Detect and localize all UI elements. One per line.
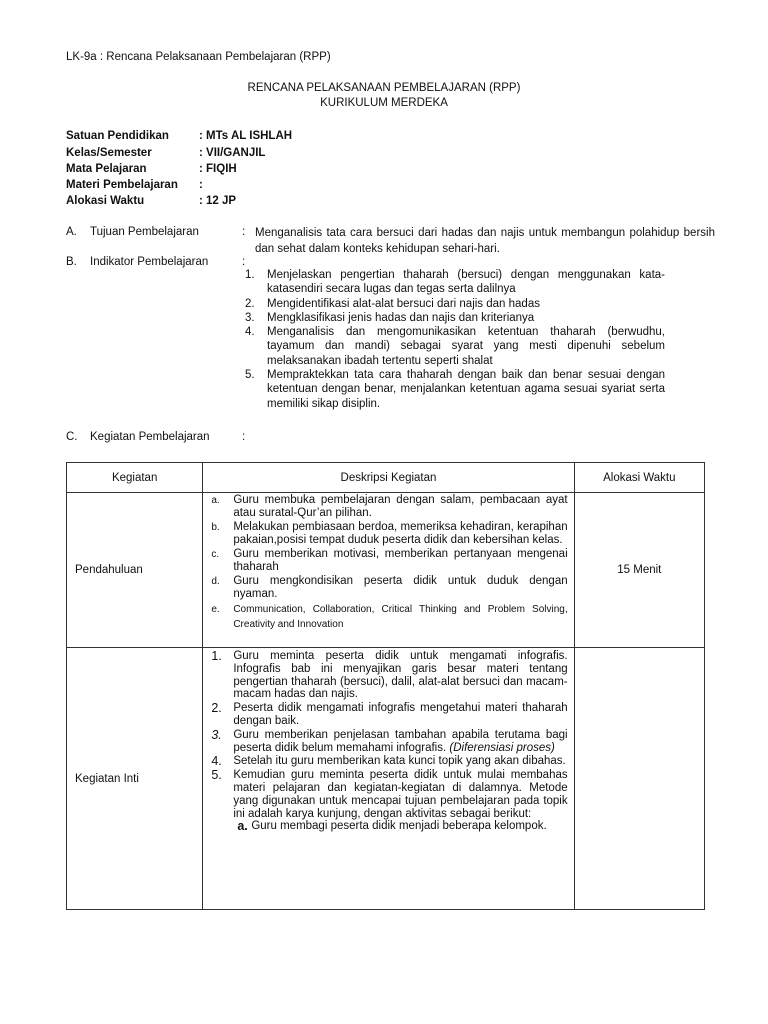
activity-name: Pendahuluan	[67, 493, 203, 648]
section-colon: :	[242, 431, 246, 443]
list-item: 3. Guru memberikan penjelasan tambahan apabila terutama bagi peserta didik belum memahami infografis. (Diferensiasi proses)	[211, 727, 568, 754]
section-name: Tujuan Pembelajaran	[90, 226, 199, 238]
section-b-heading	[66, 256, 245, 268]
indicator-item: 3. Mengklasifikasi jenis hadas dan najis dan kriterianya	[245, 311, 535, 324]
section-c-heading	[66, 431, 245, 443]
table-header-row	[67, 463, 705, 493]
section-name: Kegiatan Pembelajaran	[90, 431, 210, 443]
activity-description	[203, 493, 574, 648]
section-colon: :	[242, 226, 246, 238]
activity-table	[66, 462, 705, 910]
indicator-item: 4. Menganalisis dan mengomunikasikan ketentuan thaharah (berwudhu, tayamum dan mandi) sebagai syarat yang mesti dipenuhi sebelum melaksanakan ibadah tertentu seperti shalat	[245, 326, 665, 367]
document-label: LK-9a : Rencana Pelaksanaan Pembelajaran (RPP)	[66, 51, 331, 63]
identity-label: Kelas/Semester	[66, 147, 152, 159]
list-item: c. Guru memberikan motivasi, memberikan pertanyaan mengenai thaharah	[211, 548, 568, 573]
indicator-item: 2. Mengidentifikasi alat-alat bersuci dari najis dan hadas	[245, 297, 540, 310]
table-row	[67, 493, 705, 648]
identity-value: : VII/GANJIL	[199, 147, 266, 159]
document-title: RENCANA PELAKSANAAN PEMBELAJARAN (RPP)	[247, 82, 521, 94]
identity-label: Alokasi Waktu	[66, 195, 145, 207]
section-letter: A.	[66, 226, 77, 238]
activity-name: Kegiatan Inti	[67, 648, 203, 910]
indicator-item: 1. Menjelaskan pengertian thaharah (bersuci) dengan menggunakan kata-katasendiri secara lugas dan tegas serta dalilnya	[245, 269, 665, 296]
section-colon: :	[242, 256, 246, 268]
indicator-list	[245, 268, 665, 411]
list-item: 2. Peserta didik mengamati infografis mengetahui materi thaharah dengan baik.	[211, 701, 568, 727]
list-item: 5. Kemudian guru meminta peserta didik untuk mulai membahas materi pelajaran dan kegiatan-kegiatan di dalamnya. Metode yang digunakan untuk mencapai tujuan pembelajaran pada topik ini adalah karya kunjung, dengan aktivitas sebagai berikut: a. Guru membagi peserta didik menjadi beberapa kelompok.	[211, 768, 568, 834]
identity-row	[66, 147, 265, 159]
identity-row	[66, 163, 237, 175]
indicator-item: 5. Mempraktekkan tata cara thaharah dengan baik dan benar sesuai dengan ketentuan dengan benar, menjalankan ketentuan agama sesuai syariat serta memiliki sikap disiplin.	[245, 369, 665, 410]
section-a-heading	[66, 226, 245, 238]
identity-value: :	[199, 179, 203, 191]
identity-row	[66, 130, 292, 142]
identity-label: Mata Pelajaran	[66, 163, 147, 175]
identity-row	[66, 179, 203, 191]
identity-row	[66, 195, 236, 207]
identity-value: : MTs AL ISHLAH	[199, 130, 293, 142]
list-item: d. Guru mengkondisikan peserta didik untuk duduk dengan nyaman.	[211, 575, 568, 600]
sub-list-item: a. Guru membagi peserta didik menjadi beberapa kelompok.	[237, 819, 547, 834]
identity-value: : 12 JP	[199, 195, 237, 207]
activity-time: 15 Menit	[574, 493, 704, 648]
document-subtitle: KURIKULUM MERDEKA	[320, 97, 448, 109]
list-item: 4. Setelah itu guru memberikan kata kunci topik yang akan dibahas.	[211, 754, 566, 769]
identity-value: : FIQIH	[199, 163, 237, 175]
activity-description	[203, 648, 574, 910]
section-letter: B.	[66, 256, 77, 268]
list-item: e. Communication, Collaboration, Critical Thinking and Problem Solving, Creativity and Innovation	[211, 604, 568, 630]
header-deskripsi: Deskripsi Kegiatan	[203, 463, 574, 493]
list-item: a. Guru membuka pembelajaran dengan salam, pembacaan ayat atau suratal-Qur’an pilihan.	[211, 494, 568, 519]
identity-label: Materi Pembelajaran	[66, 179, 178, 191]
header-alokasi: Alokasi Waktu	[574, 463, 704, 493]
table-row	[67, 648, 705, 910]
learning-goal-text: Menganalisis tata cara bersuci dari hadas dan najis untuk membangun polahidup bersih dan sehat dalam konteks kehidupan sehari-hari.	[255, 227, 715, 255]
identity-label: Satuan Pendidikan	[66, 130, 169, 142]
section-letter: C.	[66, 431, 78, 443]
header-kegiatan: Kegiatan	[67, 463, 203, 493]
section-name: Indikator Pembelajaran	[90, 256, 209, 268]
activity-time	[574, 648, 704, 910]
list-item: b. Melakukan pembiasaan berdoa, memeriksa kehadiran, kerapihan pakaian,posisi tempat duduk peserta didik dan kebersihan kelas.	[211, 521, 568, 546]
list-item: 1. Guru meminta peserta didik untuk mengamati infografis. Infografis bab ini menyajikan garis besar materi tentang pengertian thaharah (bersuci), dalil, alat-alat bersuci dan macam-macam hadas dan najis.	[211, 649, 568, 701]
